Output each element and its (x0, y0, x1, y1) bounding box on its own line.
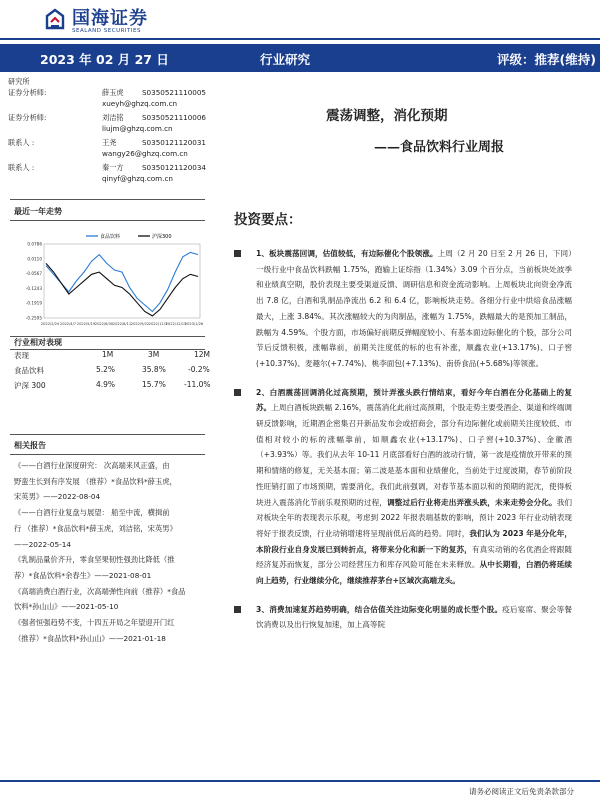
analyst-email[interactable]: wangy26@ghzq.com.cn (102, 149, 188, 158)
divider (10, 434, 205, 435)
highlight-paragraph-3 (234, 602, 572, 633)
x-tick-label: 2023/1/26 (184, 322, 204, 326)
highlight-paragraph-1 (234, 246, 572, 372)
report-line[interactable]: 饮料*孙山山》——2021-05-10 (14, 602, 119, 612)
sealand-logo-icon (44, 8, 66, 30)
report-line[interactable]: 《强者恒强趋势不变，十四五开局之年望迎开门红 (14, 618, 175, 628)
bullet-square-icon (234, 606, 241, 613)
report-subtitle: ——食品饮料行业周报 (374, 140, 505, 155)
highlight-emphasis: 调整过后行业将走出弄涨头跌，未来走势会分化。 (387, 497, 557, 507)
legend-label-food: 食品饮料 (100, 234, 121, 240)
row-label: 食品饮料 (14, 366, 44, 375)
legend-label-hs300: 沪深300 (152, 234, 172, 240)
report-line[interactable]: 《高端消费白酒行业，次高端弹性向前（推荐）*食品 (14, 586, 186, 596)
divider (10, 220, 205, 221)
analyst-email[interactable]: liujm@ghzq.com.cn (102, 124, 173, 133)
report-category: 行业研究 (260, 52, 311, 67)
column-header: 1M (102, 350, 114, 359)
highlight-text: 有真实动销的名优酒企将跟随经济复苏而恢复，部分公司经营压力和库存风险可能在未来释放。 (256, 544, 573, 570)
disclaimer-note: 请务必阅读正文后免责条款部分 (469, 787, 574, 796)
highlight-text: 上周（2 月 20 日至 2 月 26 日，下同）一级行业中食品饮料跌幅 1.75%，跑输上证综指（1.34%）3.09 个百分点，当前板块处波季和业绩真空期，股价表现主要受渠道反馈、调研信息和资金流动影响。上周板块北向资金净流出 7.8 亿，白酒和乳制品净流出 6.2 和 6.4 亿，影响板块走势。各细分行业中烘焙食品涨幅最大，上涨 3.84%。其次涨幅较大的为肉制品，涨幅为 1.75%，跌幅最大的是预加工制品，跌幅为 4.59%。个股方面，市场偏好前期反弹幅度较小、有基本面边际催化的个股，部分公司节后反馈积极，涨幅靠前，前期关注度低的标的也有补涨，顺鑫农业(+13.17%)、口子窖(+10.37%)、麦趣尔(+7.74%)、桃李面包(+7.13%)、南侨食品(+5.68%)等领涨。 (256, 249, 572, 368)
y-tick-label: -0.1243 (25, 285, 42, 291)
column-header: 表现 (14, 351, 29, 360)
analyst-license: S0350521110006 (142, 113, 207, 122)
divider (10, 199, 205, 200)
report-date: 2023 年 02 月 27 日 (40, 52, 169, 67)
x-tick-label: 2022/11/3 (148, 322, 168, 326)
report-line[interactable]: 野蛮生长到有序发展 （推荐）*食品饮料*薛玉虎， (14, 476, 177, 486)
report-line[interactable]: 宋英男》——2022-08-04 (14, 492, 101, 502)
highlight-lead: 3、消费加速复苏趋势明确，结合估值关注边际变化明显的成长型个股。 (256, 604, 503, 614)
highlight-emphasis: 我们认为 2023 年是分化年，本阶段行业自身发展已到转折点，将带来分化和新一下的复苏， (256, 528, 573, 554)
company-logo (44, 4, 148, 34)
highlight-text: 上周白酒板块跌幅 2.16%，震荡消化此前过高预期，个股走势主要受酒企、渠道和终端调研反馈影响，近期酒企密集召开新品发布会或招商会，部分有边际催化或前期关注度较低、市值相对较小的标的涨幅靠前，如顺鑫农业(+13.17%)、口子窖(+10.37%)、金徽酒（+3.93%）等。我们从去年 10-11 月底部看好白酒的波动行情，第一波是疫情放开带来的预期和情绪的修复，无关基本面；第二波是基本面和业绩催化，当前处于过度波期，春节前阶段性旺销打面了市场预期，需要消化，我们此前强调，对春节基本面以和的预期的泥沈，使得板块进入震荡消化节前乐观预期的过程， (256, 403, 572, 507)
divider (10, 454, 205, 455)
plot-area (44, 244, 200, 318)
series-line-food (46, 252, 198, 311)
performance-table (14, 348, 210, 393)
table-header-row (14, 348, 210, 363)
logo-text-en: SEALAND SECURITIES (72, 28, 142, 34)
analyst-license: S0350121120031 (142, 138, 207, 147)
column-header: 12M (194, 350, 211, 359)
cell-12m: -0.2% (188, 365, 210, 374)
report-banner (0, 44, 600, 72)
analyst-entry (8, 162, 218, 184)
analyst-entry (8, 112, 218, 134)
x-tick-label: 2022/9/22 (130, 322, 150, 326)
investment-highlights-body (234, 246, 572, 646)
logo-text-zh: 国海证券 (72, 8, 148, 29)
report-title: 震荡调整，消化预期 (326, 108, 448, 124)
y-tick-label: -0.1919 (25, 300, 42, 306)
report-line[interactable]: 荐）*食品饮料*余春生》——2021-08-01 (14, 570, 152, 580)
y-tick-label: -0.2595 (25, 315, 42, 321)
chart-legend (86, 233, 172, 240)
cell-3m: 35.8% (142, 365, 166, 374)
report-rating: 评级：推荐(维持) (497, 52, 596, 67)
x-tick-label: 2022/12/15 (165, 322, 187, 326)
analyst-license: S0350521110005 (142, 88, 207, 97)
report-line[interactable]: 行 （推荐）*食品饮料*薛玉虎，刘洁铭，宋英男》 (14, 523, 177, 533)
report-line[interactable]: 《乳制品量价齐升，零食坚果韧性强劲比降低（推 (14, 555, 175, 565)
analyst-role: 证券分析师: (8, 113, 47, 122)
cell-1m: 4.9% (96, 380, 116, 389)
header-rule (0, 38, 600, 40)
analyst-role: 联系人 : (8, 163, 35, 172)
cell-1m: 5.2% (96, 365, 116, 374)
analyst-entry (8, 87, 218, 109)
analyst-entry (8, 137, 218, 159)
x-tick-label: 2022/8/11 (112, 322, 132, 326)
trend-chart (14, 228, 206, 330)
analyst-email[interactable]: xueyh@ghzq.com.cn (102, 99, 178, 108)
analyst-license: S0350121120034 (142, 163, 207, 172)
table-row (14, 363, 210, 378)
page-footer (0, 780, 600, 800)
x-tick-label: 2022/5/19 (76, 322, 96, 326)
research-institute-label: 研究所 (8, 77, 30, 86)
reports-heading: 相关报告 (14, 441, 46, 450)
highlight-paragraph-2 (234, 385, 572, 589)
column-header: 3M (148, 350, 160, 359)
y-tick-label: 0.0110 (27, 256, 42, 262)
table-row (14, 378, 210, 393)
row-label: 沪深 300 (14, 381, 46, 390)
cell-12m: -11.0% (184, 380, 211, 389)
report-line[interactable]: 《——白酒行业深度研究： 次高端来风正盛，由 (14, 461, 170, 470)
analyst-name: 薛玉虎 (102, 88, 124, 97)
highlight-lead: 1、板块震荡回调，估值较低，有边际催化个股领涨。 (256, 249, 438, 258)
y-tick-label: 0.0786 (27, 241, 42, 247)
investment-highlights-heading: 投资要点： (234, 212, 302, 228)
trend-heading: 最近一年走势 (14, 207, 62, 216)
analyst-name: 秦一方 (102, 163, 124, 172)
bullet-square-icon (234, 250, 241, 257)
report-line[interactable]: 《——白酒行业复盘与展望： 船至中流，横揖前 (14, 508, 170, 518)
bullet-square-icon (234, 389, 241, 396)
x-tick-label: 2022/2/24 (40, 322, 60, 326)
y-tick-label: -0.0567 (25, 271, 42, 277)
x-tick-label: 2022/6/30 (94, 322, 114, 326)
highlight-text: 我们对板块全年的表现表示乐观，考虑到 2022 年报表端基数的影响，预计 2023 年行业动销表现将好于报表反馈，行业动销增速将呈现前低后高的趋势。同时， (256, 497, 573, 538)
analyst-role: 联系人 : (8, 138, 35, 147)
x-tick-label: 2022/4/7 (59, 322, 77, 326)
cell-3m: 15.7% (142, 380, 166, 389)
analyst-name: 王尧 (102, 138, 117, 147)
related-reports-list (14, 458, 210, 646)
report-line[interactable]: ——2022-05-14 (14, 539, 71, 549)
highlight-lead: 2、白酒震荡回调消化过高预期，预计弄涨头跌行情结束，看好今年白酒在分化基础上的复苏。 (256, 387, 572, 413)
highlight-text: 疫后宴席、聚会等餐饮消费以及出行恢复加速，加上高等院 (256, 604, 573, 630)
performance-heading: 行业相对表现 (14, 338, 62, 347)
analyst-name: 刘洁铭 (102, 113, 124, 122)
analyst-email[interactable]: qinyf@ghzq.com.cn (102, 174, 173, 183)
report-line[interactable]: （推荐）*食品饮料*孙山山》——2021-01-18 (14, 633, 166, 643)
highlight-emphasis: 从中长期看，白酒仍将延续向上趋势，行业继续分化，继续推荐茅台+区域次高端龙头。 (256, 560, 572, 586)
analyst-role: 证券分析师: (8, 88, 47, 97)
